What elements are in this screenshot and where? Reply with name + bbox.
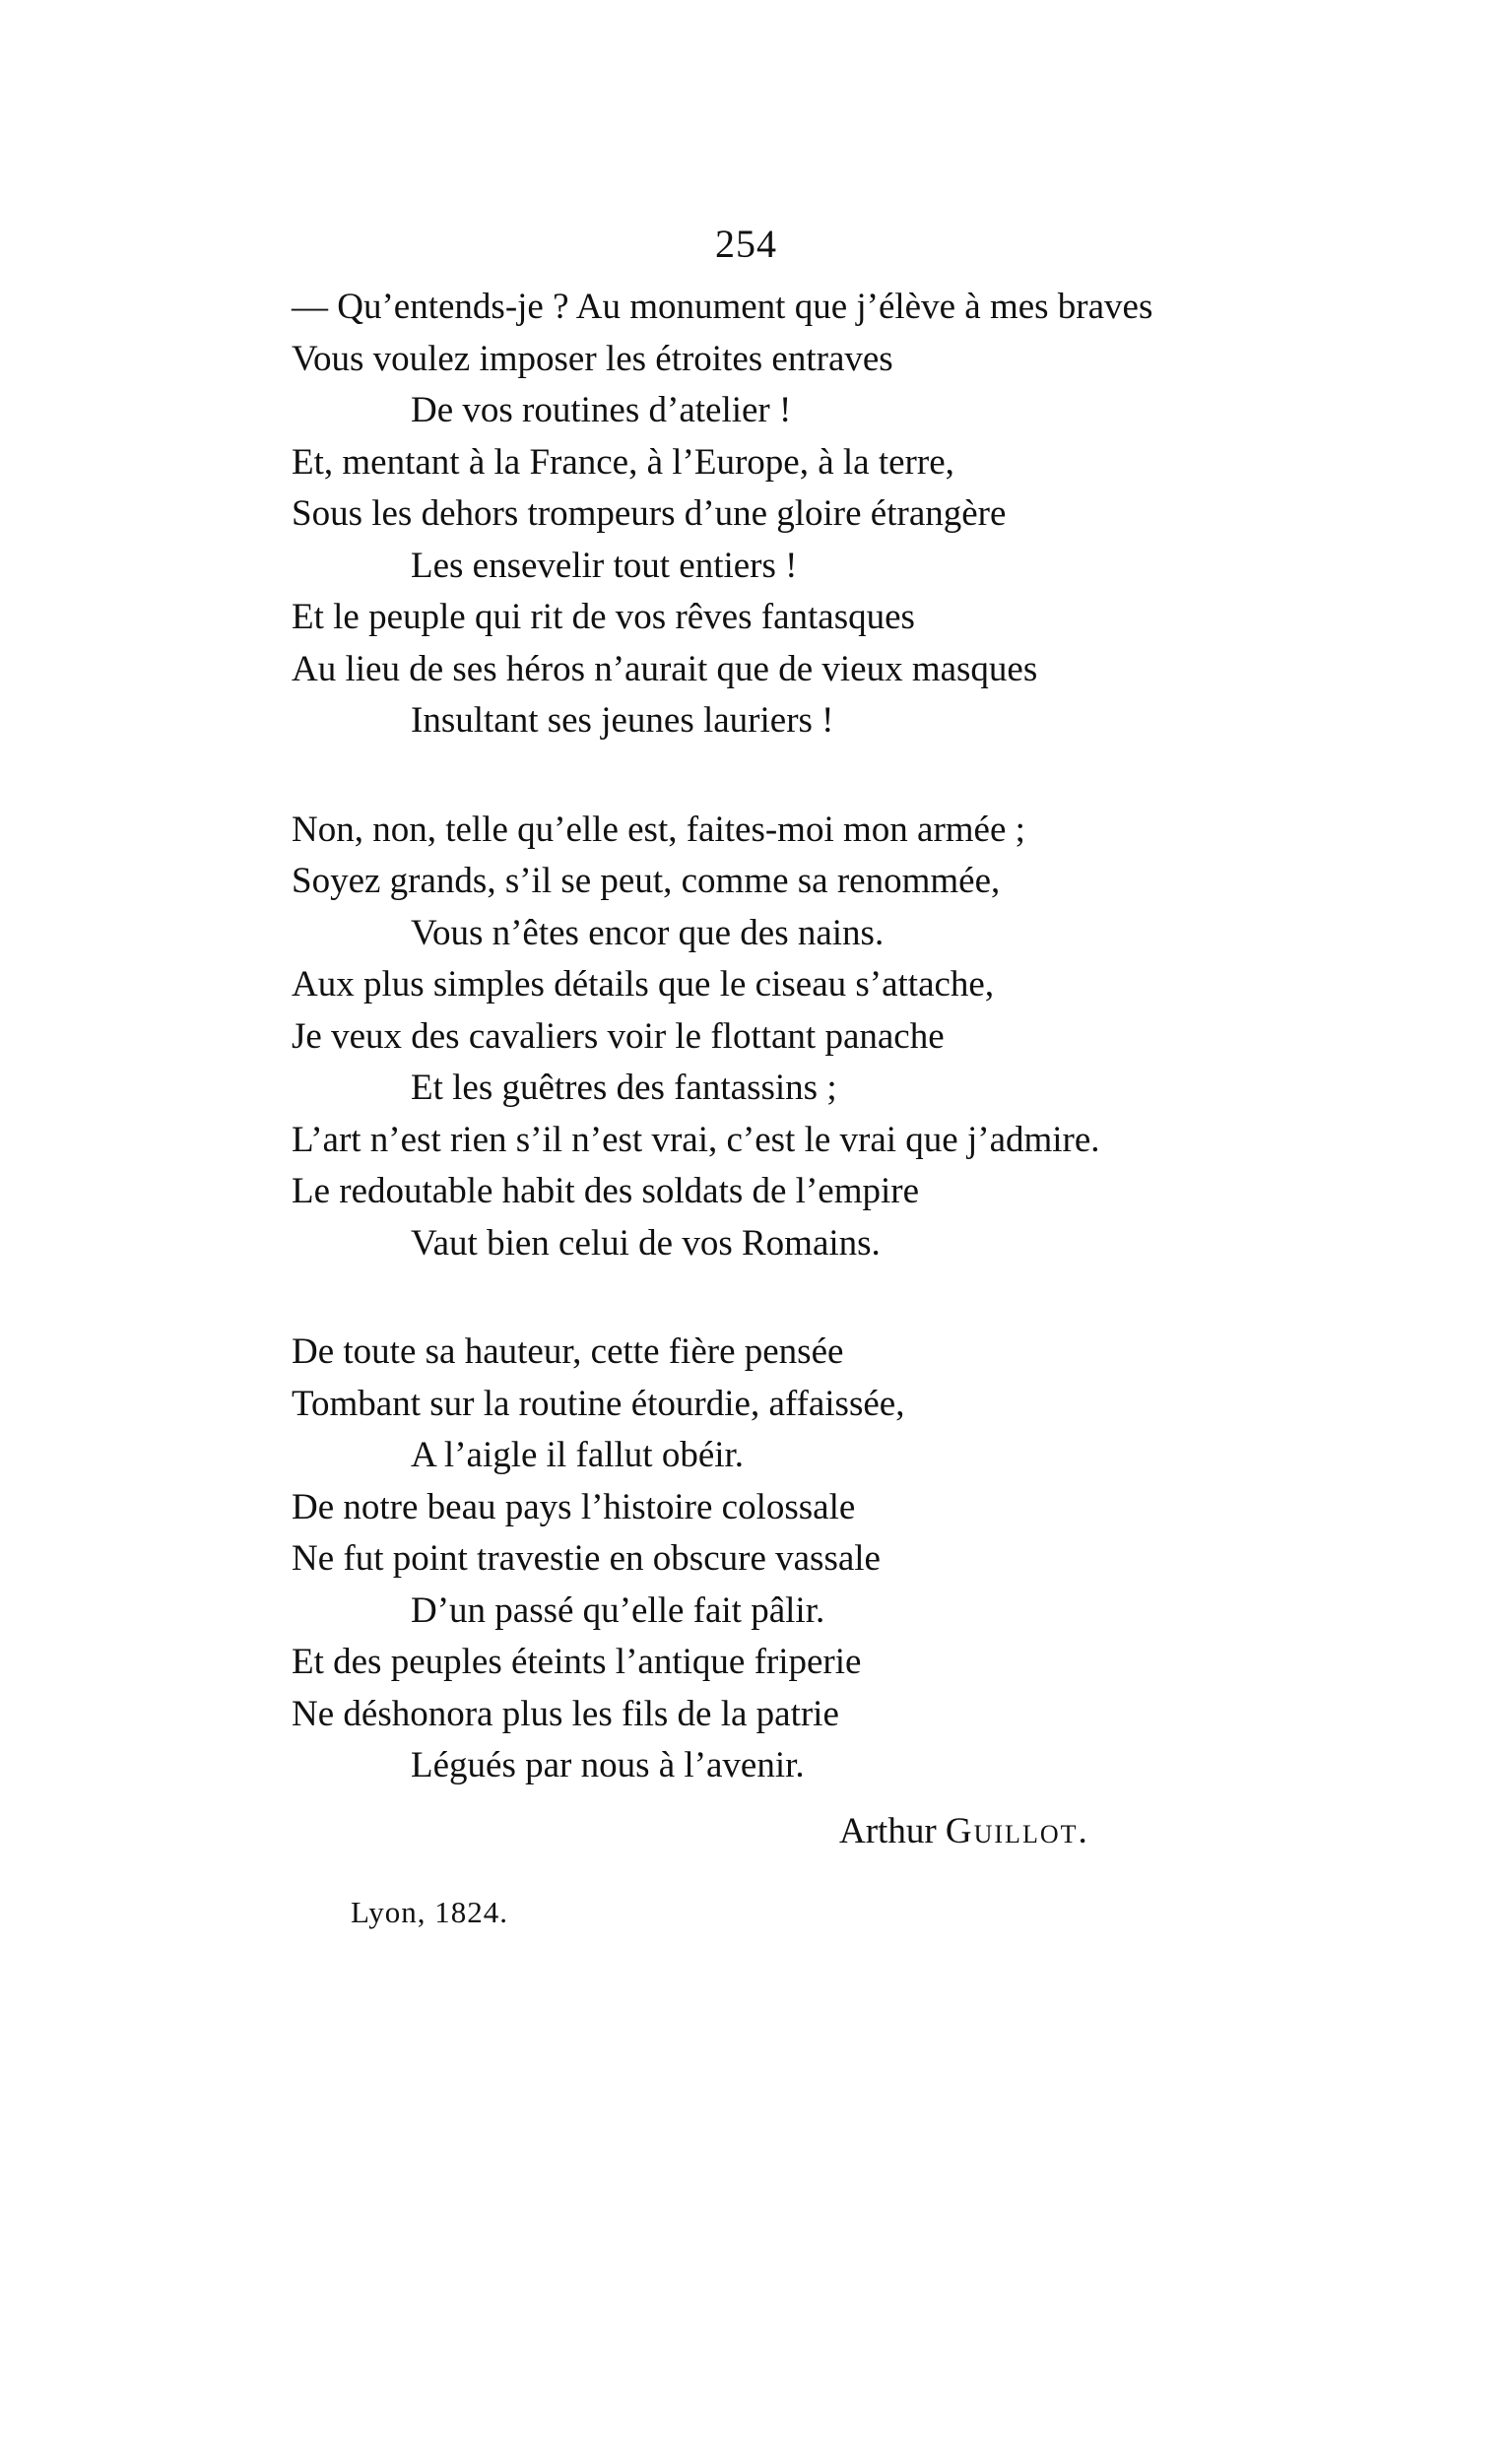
place-date: Lyon, 1824. [351, 1895, 508, 1929]
poem [292, 282, 1277, 1849]
verse-line-indented: Insultant ses jeunes lauriers ! [411, 700, 834, 741]
verse-line-indented: Légués par nous à l’avenir. [411, 1745, 805, 1785]
author-signature [839, 1810, 1089, 1852]
verse-line: De toute sa hauteur, cette fière pensée [292, 1331, 844, 1372]
stanza-1 [292, 282, 1277, 747]
verse-line: Au lieu de ses héros n’aurait que de vieux masques [292, 648, 1038, 689]
verse-line: Ne déshonora plus les fils de la patrie [292, 1693, 839, 1734]
verse-line: L’art n’est rien s’il n’est vrai, c’est le vrai que j’admire. [292, 1119, 1100, 1160]
verse-line-indented: Vous n’êtes encor que des nains. [411, 912, 885, 953]
verse-line-indented: De vos routines d’atelier ! [411, 390, 792, 430]
stanza-3 [292, 1327, 1277, 1792]
verse-line: Ne fut point travestie en obscure vassale [292, 1538, 881, 1579]
verse-line: Aux plus simples détails que le ciseau s’attache, [292, 964, 995, 1005]
verse-line: Je veux des cavaliers voir le flottant panache [292, 1015, 945, 1057]
verse-line: Sous les dehors trompeurs d’une gloire étrangère [292, 493, 1007, 534]
verse-line-indented: Et les guêtres des fantassins ; [411, 1068, 837, 1108]
author-last-name: Guillot. [945, 1811, 1089, 1851]
verse-line-indented: D’un passé qu’elle fait pâlir. [411, 1589, 825, 1631]
verse-line-indented: A l’aigle il fallut obéir. [411, 1435, 745, 1475]
verse-line: Non, non, telle qu’elle est, faites-moi mon armée ; [292, 809, 1025, 850]
verse-line: Et, mentant à la France, à l’Europe, à la terre, [292, 441, 954, 483]
verse-line: Et le peuple qui rit de vos rêves fantasques [292, 597, 915, 637]
verse-line: Tombant sur la routine étourdie, affaissée, [292, 1383, 905, 1424]
stanza-2 [292, 805, 1277, 1270]
verse-line: Et des peuples éteints l’antique friperie [292, 1642, 862, 1682]
verse-line-indented: Les ensevelir tout entiers ! [411, 545, 798, 586]
verse-line: Le redoutable habit des soldats de l’empire [292, 1171, 920, 1211]
verse-line: — Qu’entends-je ? Au monument que j’élève à mes braves [292, 287, 1153, 327]
page-number: 254 [715, 222, 777, 266]
verse-line-indented: Vaut bien celui de vos Romains. [411, 1222, 881, 1264]
verse-line: De notre beau pays l’histoire colossale [292, 1486, 856, 1527]
verse-line: Soyez grands, s’il se peut, comme sa renommée, [292, 861, 1001, 901]
verse-line: Vous voulez imposer les étroites entraves [292, 338, 893, 379]
author-first-name: Arthur [839, 1811, 937, 1851]
